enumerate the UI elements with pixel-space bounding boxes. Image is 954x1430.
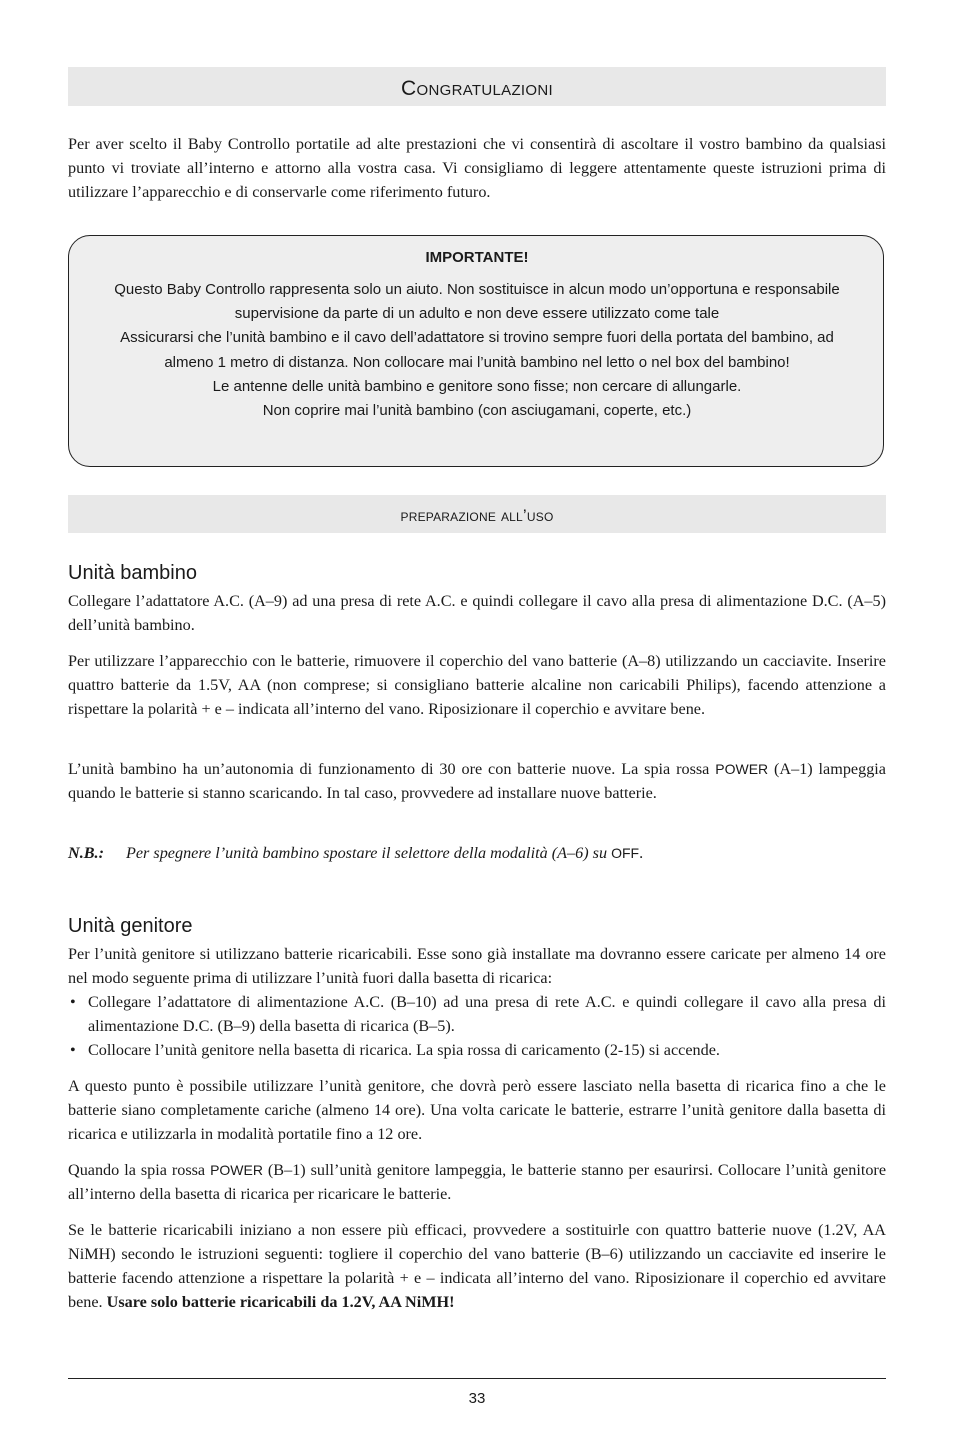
- important-line: Questo Baby Controllo rappresenta solo un aiuto. Non sostituisce in alcun modo un’opportuna e responsabile supervisione da parte di un adulto e non deve essere utilizzato come tale: [114, 281, 840, 323]
- text-run: Quando la spia rossa: [68, 1161, 211, 1179]
- nb-label: N.B.:: [68, 844, 104, 862]
- parent-unit-paragraph-2: A questo punto è possibile utilizzare l’unità genitore, che dovrà però essere lasciato nella basetta di ricarica fino a che le batterie siano completamente cariche (almeno 14 ore). Una volta caricate le batterie, estrarre l’unità genitore dalla basetta di ricarica e utilizzarla in modalità portatile fino a 12 ore.: [68, 1077, 886, 1143]
- baby-unit-paragraph-3: [68, 757, 886, 805]
- heading-parent-unit: Unità genitore: [68, 915, 193, 937]
- nb-text: Per spegnere l’unità bambino spostare il selettore della modalità (A–6) su: [125, 844, 612, 862]
- section-header-congratulazioni: [68, 67, 886, 106]
- list-item: • Collocare l’unità genitore nella basetta di ricarica. La spia rossa di caricamento (2-15) si accende.: [68, 1038, 886, 1062]
- nb-note: [68, 841, 643, 865]
- section-title: Congratulazioni: [401, 77, 553, 100]
- footer-divider: [68, 1378, 886, 1379]
- important-title: IMPORTANTE!: [425, 249, 529, 266]
- important-text: [96, 278, 858, 423]
- off-label: OFF: [611, 845, 640, 861]
- section-header-preparazione: [68, 495, 886, 533]
- important-line: Non coprire mai l’unità bambino (con asciugamani, coperte, etc.): [262, 402, 692, 420]
- intro-paragraph: Per aver scelto il Baby Controllo portatile ad alte prestazioni che vi consentirà di ascoltare il vostro bambino da qualsiasi punto vi troviate all’interno e attorno alla vostra casa. Vi consigliamo di leggere attentamente queste istruzioni prima di utilizzare l’apparecchio e di conservarle come riferimento futuro.: [68, 135, 886, 201]
- section-title: preparazione all’uso: [400, 506, 554, 525]
- baby-unit-paragraph-1: Collegare l’adattatore A.C. (A–9) ad una presa di rete A.C. e quindi collegare il cavo alla presa di alimentazione D.C. (A–5) dell’unità bambino.: [68, 592, 886, 634]
- text-run: (A–1) lampeggia quando le batterie si stanno scaricando. In tal caso, provvedere ad installare nuove batterie.: [68, 760, 886, 802]
- parent-unit-bullet-list: [68, 990, 886, 1062]
- page-number: 33: [468, 1390, 486, 1407]
- heading-baby-unit: Unità bambino: [68, 562, 197, 584]
- power-label: POWER: [715, 761, 769, 777]
- parent-unit-paragraph-3: [68, 1158, 886, 1206]
- parent-unit-paragraph-4: [68, 1218, 886, 1314]
- bold-warning: Usare solo batterie ricaricabili da 1.2V, AA NiMH!: [106, 1293, 455, 1311]
- important-line: Le antenne delle unità bambino e genitore sono fisse; non cercare di allungarle.: [212, 377, 742, 395]
- power-label: POWER: [210, 1162, 263, 1178]
- text-run: L’unità bambino ha un’autonomia di funzionamento di 30 ore con batterie nuove. La spia rossa: [68, 760, 716, 778]
- nb-end: .: [639, 844, 644, 862]
- text-run: (B–1) sull’unità genitore lampeggia, le batterie stanno per esaurirsi. Collocare l’unità genitore all’interno della basetta di ricarica per ricaricare le batterie.: [68, 1161, 886, 1203]
- baby-unit-paragraph-2: Per utilizzare l’apparecchio con le batterie, rimuovere il coperchio del vano batterie (A–8) utilizzando un cacciavite. Inserire quattro batterie da 1.5V, AA (non comprese; si consigliano batterie alcaline non caricabili Philips), facendo attenzione a rispettare la polarità + e – indicata all’interno del vano. Riposizionare il coperchio e avvitare bene.: [68, 652, 886, 718]
- list-item: • Collegare l’adattatore di alimentazione A.C. (B–10) ad una presa di rete A.C. e quindi collegare il cavo alla presa di alimentazione D.C. (B–9) della basetta di ricarica (B–5).: [68, 990, 886, 1038]
- important-line: Assicurarsi che l’unità bambino e il cavo dell’adattatore si trovino sempre fuori della portata del bambino, ad almeno 1 metro di distanza. Non collocare mai l’unità bambino nel letto o nel box del bambino!: [120, 329, 834, 371]
- text-run: Se le batterie ricaricabili iniziano a non essere più efficaci, provvedere a sostituirle con quattro batterie nuove (1.2V, AA NiMH) secondo le istruzioni seguenti: togliere il coperchio del vano batterie (B–6) utilizzando un cacciavite ed inserire le batterie facendo attenzione a rispettare la polarità + e – indicata all’interno del vano. Riposizionare il coperchio ed avvitare bene.: [68, 1221, 886, 1311]
- parent-unit-paragraph-1: Per l’unità genitore si utilizzano batterie ricaricabili. Esse sono già installate ma dovranno essere caricate per almeno 14 ore nel modo seguente prima di utilizzare l’unità fuori dalla basetta di ricarica:: [68, 945, 886, 987]
